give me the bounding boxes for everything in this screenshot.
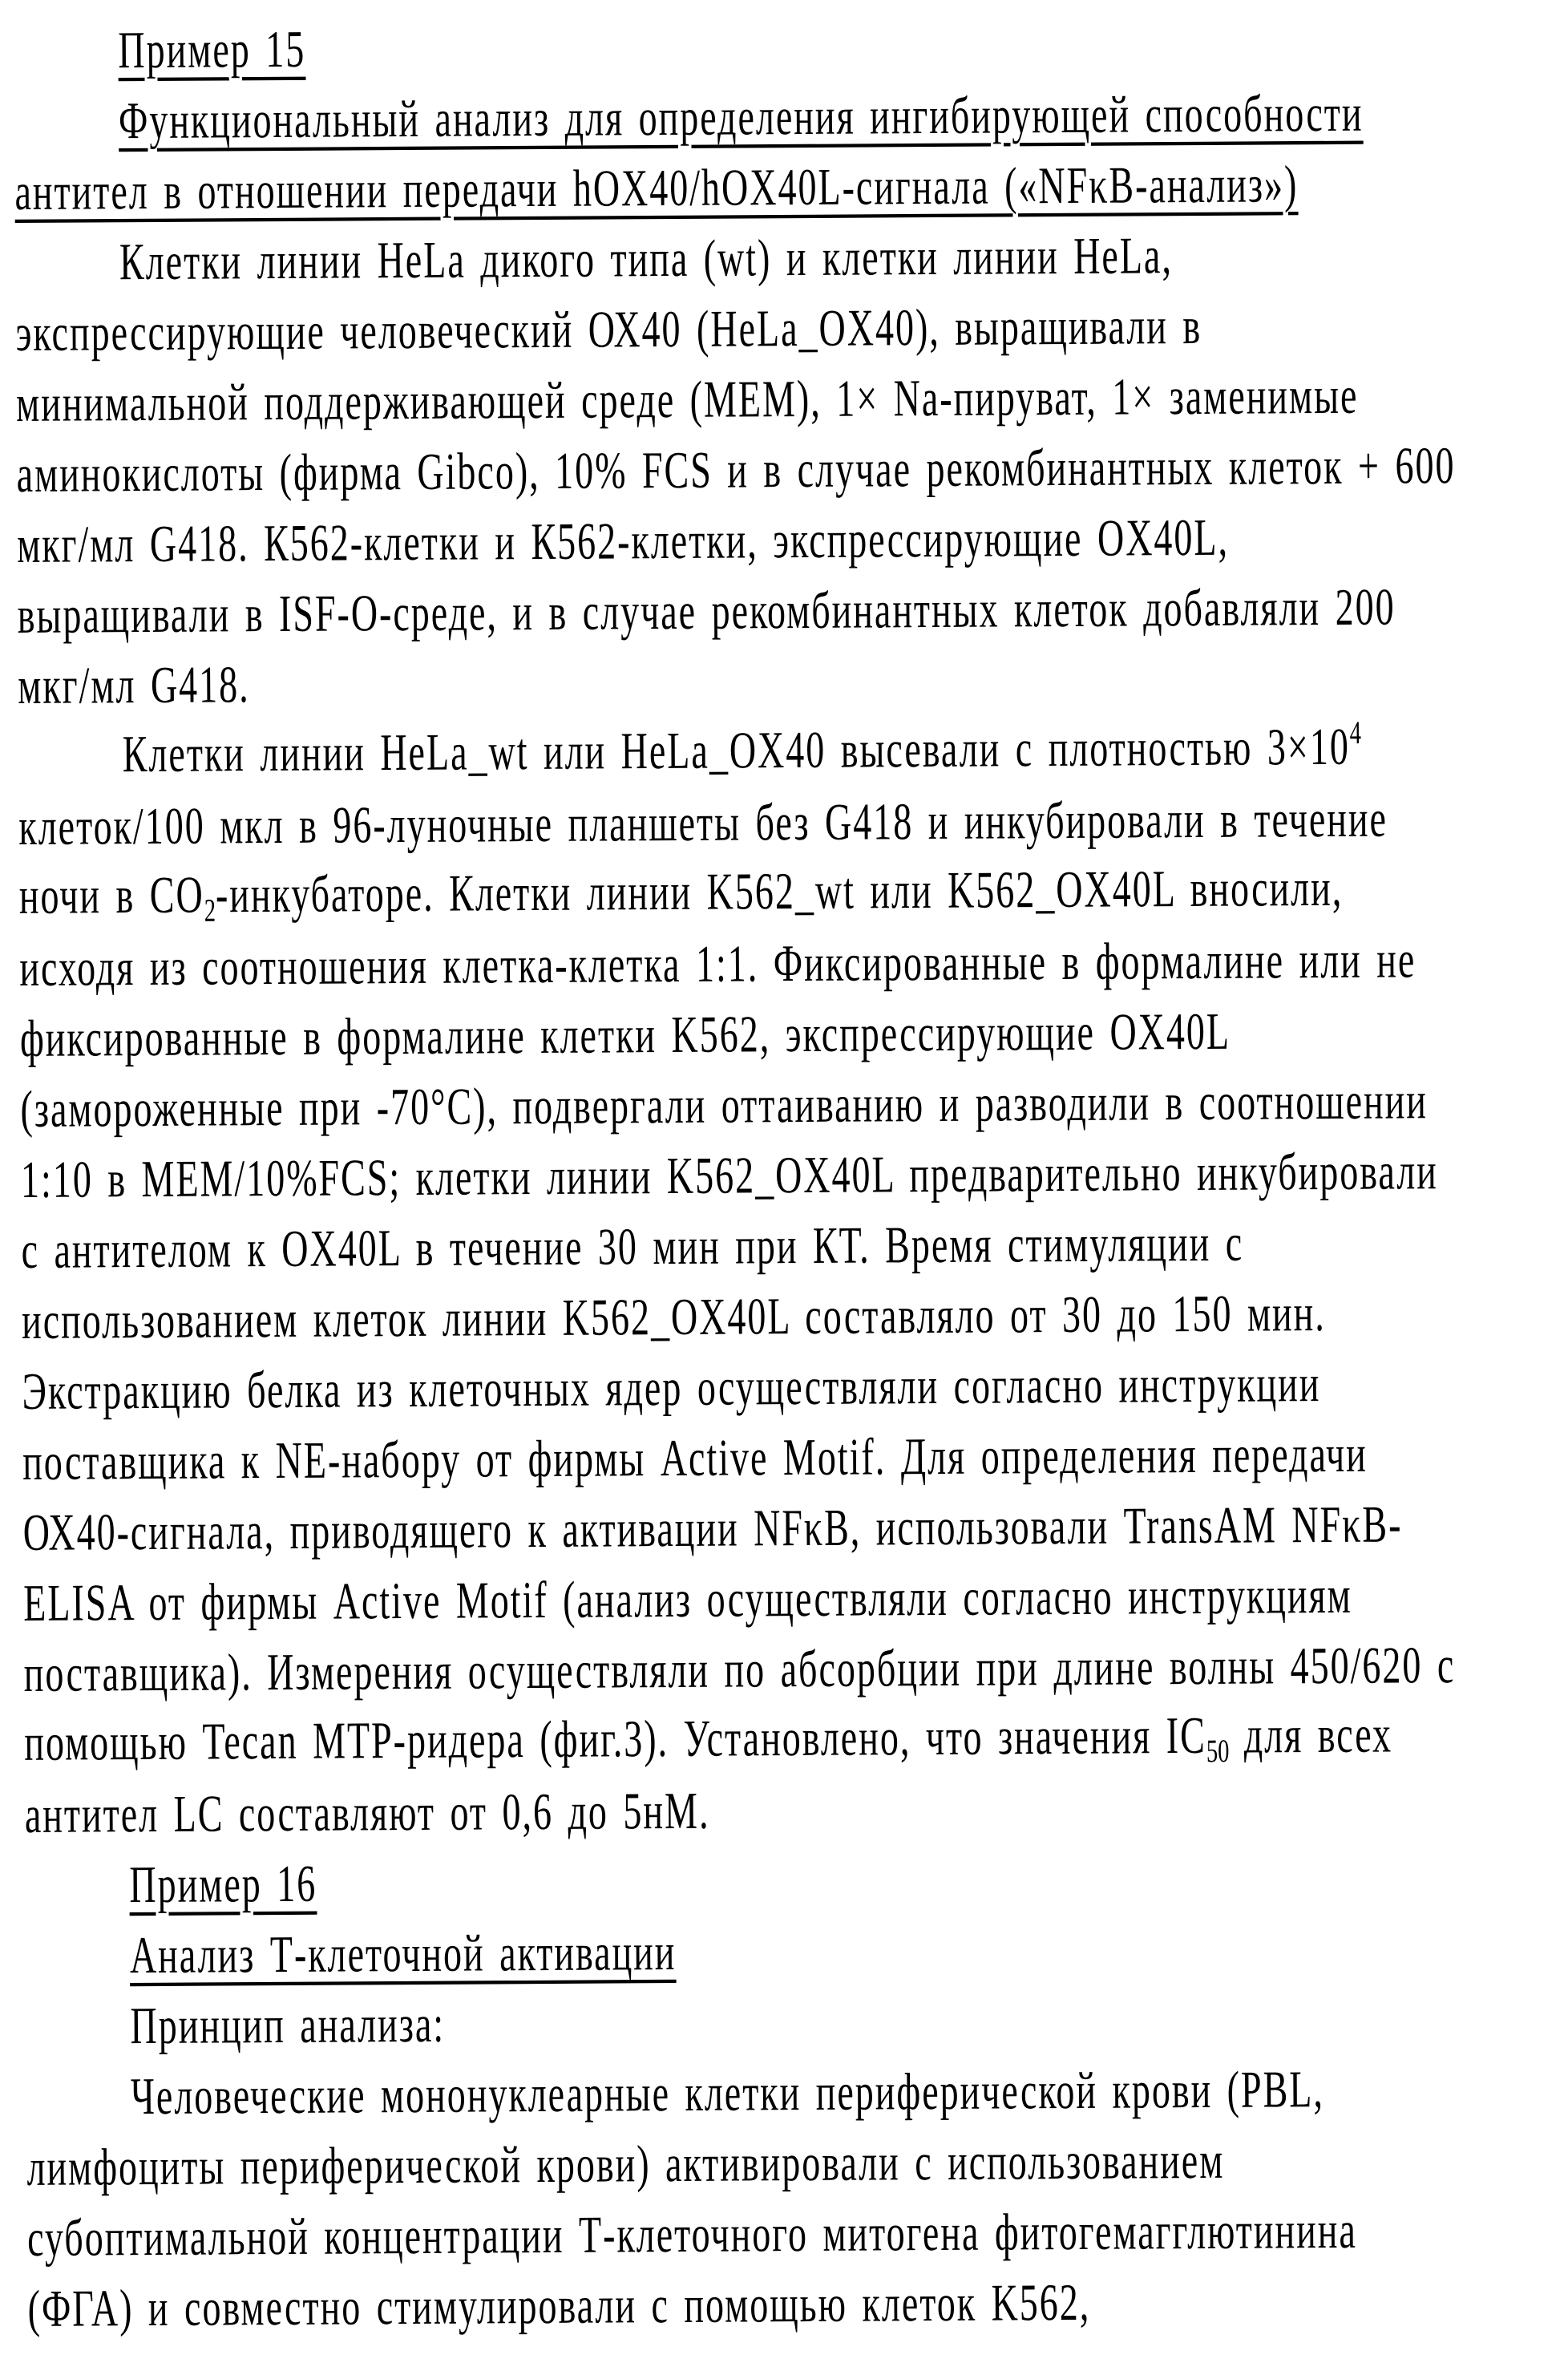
text: Принцип анализа: [130, 1994, 446, 2055]
underlined-text: антител в отношении передачи hOX40/hOX40L-сигнала («NFκB-анализ») [14, 155, 1299, 221]
text: экспрессирующие человеческий ОХ40 (HeLa_OX40), выращивали в [15, 296, 1202, 362]
text: мкг/мл G418. [18, 655, 250, 715]
text: использованием клеток линии K562_OX40L составляло от 30 до 150 мин. [21, 1283, 1326, 1350]
text: (ФГА) и совместно стимулировали с помощью клеток K562, [27, 2272, 1091, 2338]
text: клеток/100 мкл в 96-луночные планшеты без G418 и инкубировали в течение [18, 789, 1388, 856]
text: поставщика к NE-набору от фирмы Active Motif. Для определения передачи [22, 1424, 1368, 1491]
text: 1:10 в MEM/10%FCS; клетки линии K562_OX40L предварительно инкубировали [20, 1141, 1439, 1209]
text: Человеческие мононуклеарные клетки периферической крови (PBL, [130, 2059, 1325, 2126]
underlined-text: Функциональный анализ для определения ингибирующей способности [118, 83, 1364, 150]
text: ELISA от фирмы Active Motif (анализ осуществляли согласно инструкциям [23, 1565, 1352, 1633]
text-line [27, 2271, 1568, 2351]
text: исходя из соотношения клетка-клетка 1:1. Фиксированные в формалине или не [19, 930, 1416, 997]
text: субоптимальной концентрации Т-клеточного митогена фитогемагглютинина [26, 2200, 1358, 2268]
text: ОХ40-сигнала, приводящего к активации NFκB, использовали TransAM NFκB- [22, 1495, 1403, 1562]
text: помощью Tecan MTP-ридера (фиг.3). Установлено, что значения IC50 для всех [24, 1705, 1393, 1772]
text: Экстракцию белка из клеточных ядер осуществляли согласно инструкции [22, 1353, 1321, 1421]
text: поставщика). Измерения осуществляли по абсорбции при длине волны 450/620 с [23, 1635, 1456, 1703]
text: минимальной поддерживающей среде (МЕМ), 1× Na-пируват, 1× заменимые [15, 366, 1359, 433]
subscript: 50 [1206, 1734, 1230, 1770]
underlined-text: Анализ Т-клеточной активации [129, 1922, 677, 1985]
text: (замороженные при -70°C), подвергали оттаиванию и разводили в соотношении [20, 1071, 1429, 1139]
text: ночи в CO2-инкубаторе. Клетки линии K562_wt или K562_OX40L вносили, [18, 858, 1344, 929]
text: лимфоциты периферической крови) активировали с использованием [26, 2130, 1225, 2197]
text: выращивали в ISF-O-среде, и в случае рекомбинантных клеток добавляли 200 [17, 577, 1396, 645]
text: мкг/мл G418. К562-клетки и К562-клетки, экспрессирующие OX40L, [16, 508, 1230, 574]
text: с антителом к OX40L в течение 30 мин при КТ. Время стимуляции с [21, 1213, 1244, 1280]
text: антител LC составляют от 0,6 до 5нМ. [24, 1781, 710, 1844]
text: Клетки линии HeLa дикого типа (wt) и клетки линии HeLa, [119, 225, 1174, 291]
text: фиксированные в формалине клетки K562, экспрессирующие OX40L [19, 1001, 1231, 1068]
superscript: 4 [1349, 716, 1362, 752]
underlined-text: Пример 15 [118, 19, 306, 79]
text: Клетки линии HeLa_wt или HeLa_OX40 высевали с плотностью $3\times 10^4$ [122, 716, 1362, 783]
text: аминокислоты (фирма Gibco), 10% FCS и в случае рекомбинантных клеток + 600 [16, 435, 1456, 504]
subscript: 2 [204, 893, 216, 929]
underlined-text: Пример 16 [129, 1854, 317, 1914]
